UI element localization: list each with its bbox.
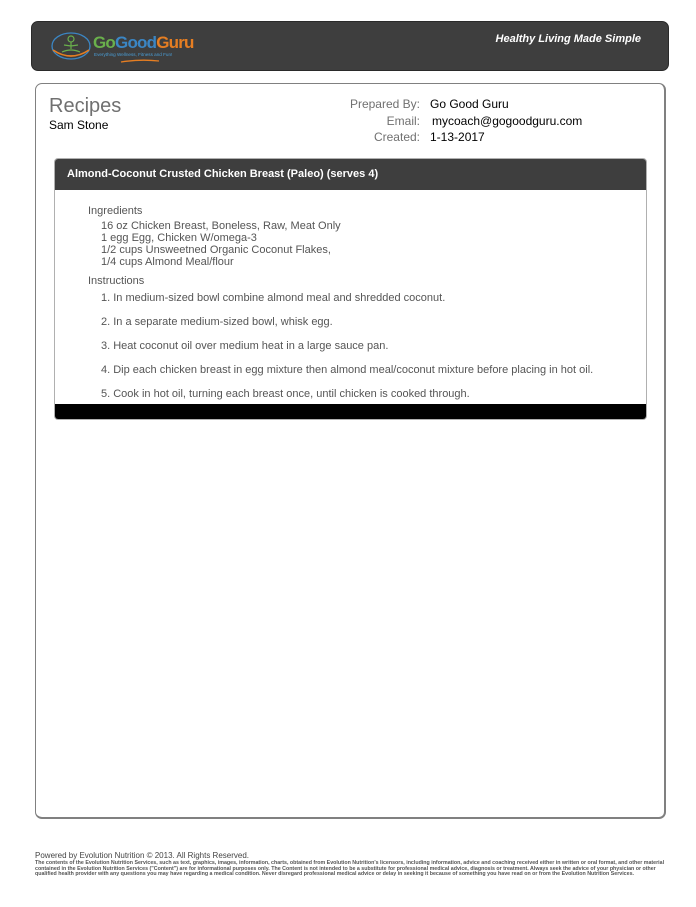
instruction-step: 2. In a separate medium-sized bowl, whisk egg.: [101, 316, 333, 328]
page-title: Recipes: [49, 95, 122, 117]
disclaimer: The contents of the Evolution Nutrition Services, such as text, graphics, images, information, charts, obtained from Evolution Nutrition's licensors, including information, advice and coaching received either in written or oral format, and other material contained in the Evolution Nutrition Services ("Content") are for informational purposes only. The Content is not intended to be a substitute for professional medical advice, diagnosis or treatment. Always seek the advice of your physician or other qualified health provider with any questions you may have regarding a medical condition. Never disregard professional medical advice or delay in seeking it because of something you have read on or from the Evolution Nutrition Services.: [35, 860, 665, 877]
recipe-card: [54, 158, 647, 420]
meditation-logo-icon: [50, 31, 92, 61]
document-meta: [326, 96, 582, 146]
ingredient-item: 1 egg Egg, Chicken W/omega-3: [101, 232, 257, 244]
recipe-footer-bar: [55, 404, 646, 419]
ingredients-label: Ingredients: [88, 205, 143, 217]
header-bar: [31, 21, 669, 71]
instructions-list: [101, 290, 593, 410]
ingredient-item: 1/4 cups Almond Meal/flour: [101, 256, 234, 268]
recipe-body: [88, 205, 593, 410]
meta-created: Created: 1-13-2017: [373, 130, 485, 144]
logo-swoosh-icon: [120, 59, 160, 63]
logo-tagline: Everything Wellness, Fitness and Fun!: [94, 52, 173, 57]
header-slogan: Healthy Living Made Simple: [495, 33, 641, 45]
document-frame: [35, 83, 666, 819]
meta-email: Email: mycoach@gogoodguru.com: [386, 113, 583, 128]
instruction-step: 1. In medium-sized bowl combine almond meal and shredded coconut.: [101, 292, 446, 304]
recipe-title: Almond-Coconut Crusted Chicken Breast (Paleo) (serves 4): [55, 159, 646, 190]
ingredient-item: 16 oz Chicken Breast, Boneless, Raw, Meat Only: [101, 220, 341, 232]
ingredients-list: [101, 220, 593, 268]
instruction-step: 5. Cook in hot oil, turning each breast once, until chicken is cooked through.: [101, 388, 470, 400]
page-footer: [35, 851, 665, 878]
logo: [50, 29, 210, 65]
logo-wordmark: GoGoodGuru: [93, 33, 194, 52]
instruction-step: 3. Heat coconut oil over medium heat in a large sauce pan.: [101, 340, 389, 352]
ingredient-item: 1/2 cups Unsweetned Organic Coconut Flakes,: [101, 244, 331, 256]
instructions-label: Instructions: [88, 275, 145, 287]
instruction-step: 4. Dip each chicken breast in egg mixture then almond meal/coconut mixture before placing in hot oil.: [101, 364, 594, 376]
client-name: Sam Stone: [49, 118, 109, 132]
meta-prepared-by: Prepared By: Go Good Guru: [349, 97, 509, 111]
powered-by: Powered by Evolution Nutrition © 2013. All Rights Reserved.: [35, 851, 250, 860]
